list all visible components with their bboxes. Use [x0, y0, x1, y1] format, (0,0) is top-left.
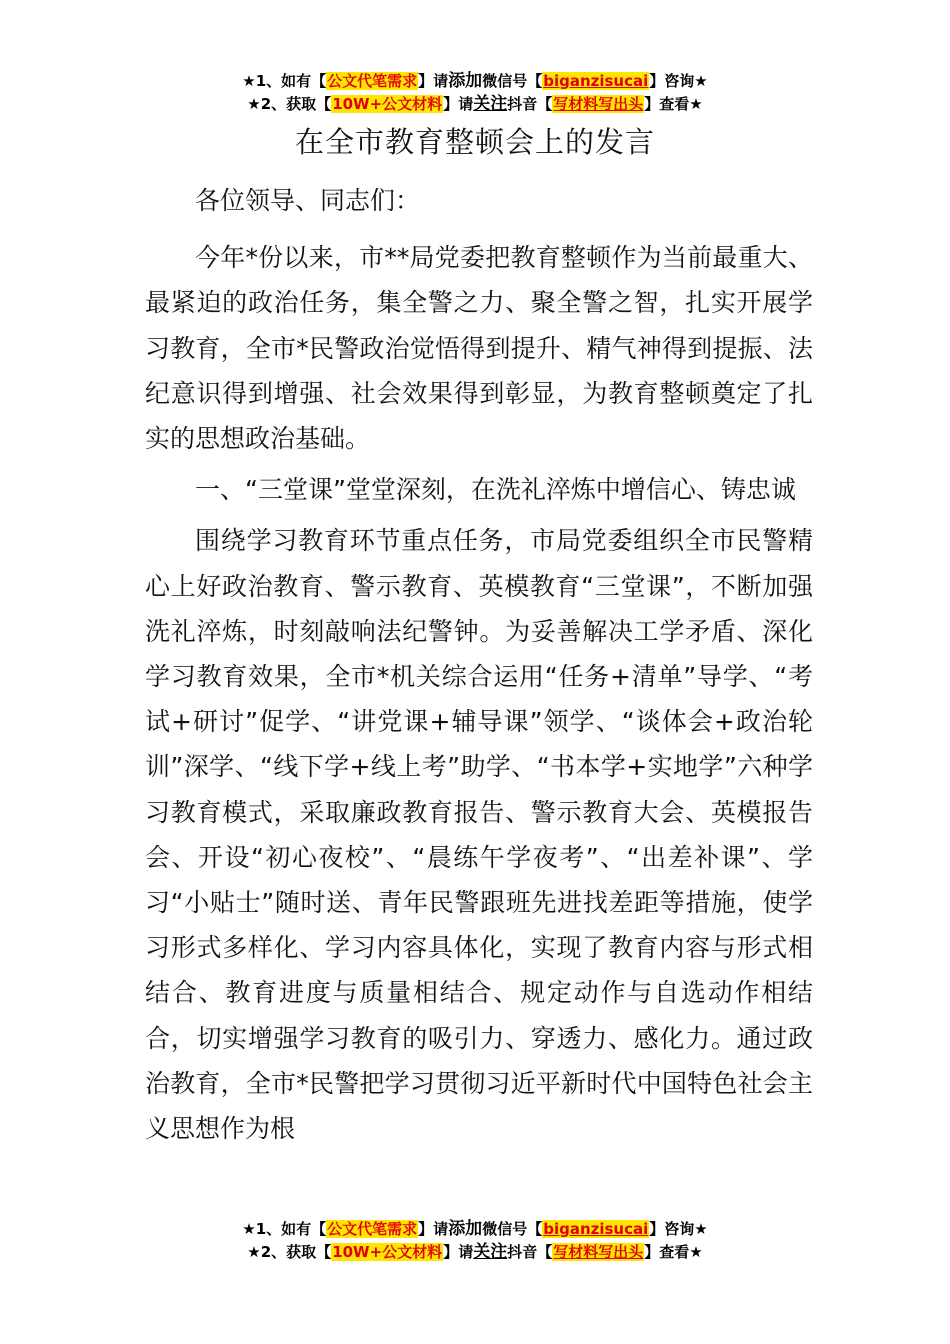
paragraph-section-1: 围绕学习教育环节重点任务，市局党委组织全市民警精心上好政治教育、警示教育、英模教育“三堂课”，不断加强洗礼淬炼，时刻敲响法纪警钟。为妥善解决工学矛盾、深化学习教育效果，全市*机关综合运用“任务+清单”导学、“考试+研讨”促学、“讲党课+辅导课”领学、“谈体会+政治轮训”深学、“线下学+线上考”助学、“书本学+实地学”六种学习教育模式，采取廉政教育报告、警示教育大会、英模报告会、开设“初心夜校”、“晨练午学夜考”、“出差补课”、学习“小贴士”随时送、青年民警跟班先进找差距等措施，使学习形式多样化、学习内容具体化，实现了教育内容与形式相结合、教育进度与质量相结合、规定动作与自选动作相结合，切实增强学习教育的吸引力、穿透力、感化力。通过政治教育，全市*民警把学习贯彻习近平新时代中国特色社会主义思想作为根: [145, 526, 813, 1144]
section-heading-1: 一、“三堂课”堂堂深刻，在洗礼淬炼中增信心、铸忠诚: [195, 475, 796, 505]
banner-emphasis: 关注: [473, 94, 508, 114]
banner-text: 】请: [443, 1243, 474, 1261]
banner-line-2: [0, 1241, 950, 1264]
banner-text: 】咨询★: [649, 72, 708, 90]
paragraph-intro: 今年*份以来，市**局党委把教育整顿作为当前最重大、最紧迫的政治任务，集全警之力、聚全警之智，扎实开展学习教育，全市*民警政治觉悟得到提升、精气神得到提振、法纪意识得到增强、社会效果得到彰显，为教育整顿奠定了扎实的思想政治基础。: [145, 243, 813, 454]
document-title: 在全市教育整顿会上的发言: [294, 125, 655, 159]
banner-text: ★1、如有【: [242, 1220, 327, 1238]
highlight-service: 公文代笔需求: [327, 1220, 418, 1238]
banner-text: 抖音【: [507, 1243, 553, 1261]
banner-text: 微信号【: [482, 72, 543, 90]
douyin-account-link[interactable]: 写材料写出头: [553, 1243, 644, 1261]
banner-text: 微信号【: [482, 1220, 543, 1238]
banner-emphasis: 添加: [448, 1219, 483, 1239]
banner-text: 】请: [418, 1220, 449, 1238]
highlight-materials: 10W+公文材料: [332, 1243, 443, 1261]
banner-text: 抖音【: [507, 95, 553, 113]
banner-text: ★2、获取【: [247, 1243, 332, 1261]
douyin-account-link[interactable]: 写材料写出头: [553, 95, 644, 113]
wechat-id-link[interactable]: biganzisucai: [543, 1220, 649, 1238]
banner-text: ★1、如有【: [242, 72, 327, 90]
banner-line-2: [0, 93, 950, 116]
banner-line-1: [0, 70, 950, 93]
banner-text: 】查看★: [644, 95, 703, 113]
wechat-id-link[interactable]: biganzisucai: [543, 72, 649, 90]
banner-text: 】查看★: [644, 1243, 703, 1261]
top-banner: [0, 70, 950, 116]
banner-text: 】请: [443, 95, 474, 113]
banner-text: 】咨询★: [649, 1220, 708, 1238]
banner-emphasis: 关注: [473, 1242, 508, 1262]
banner-line-1: [0, 1218, 950, 1241]
bottom-banner: [0, 1218, 950, 1264]
banner-text: 】请: [418, 72, 449, 90]
highlight-service: 公文代笔需求: [327, 72, 418, 90]
document-body: [145, 178, 813, 1155]
greeting: 各位领导、同志们：: [195, 186, 421, 215]
highlight-materials: 10W+公文材料: [332, 95, 443, 113]
banner-emphasis: 添加: [448, 71, 483, 91]
banner-text: ★2、获取【: [247, 95, 332, 113]
